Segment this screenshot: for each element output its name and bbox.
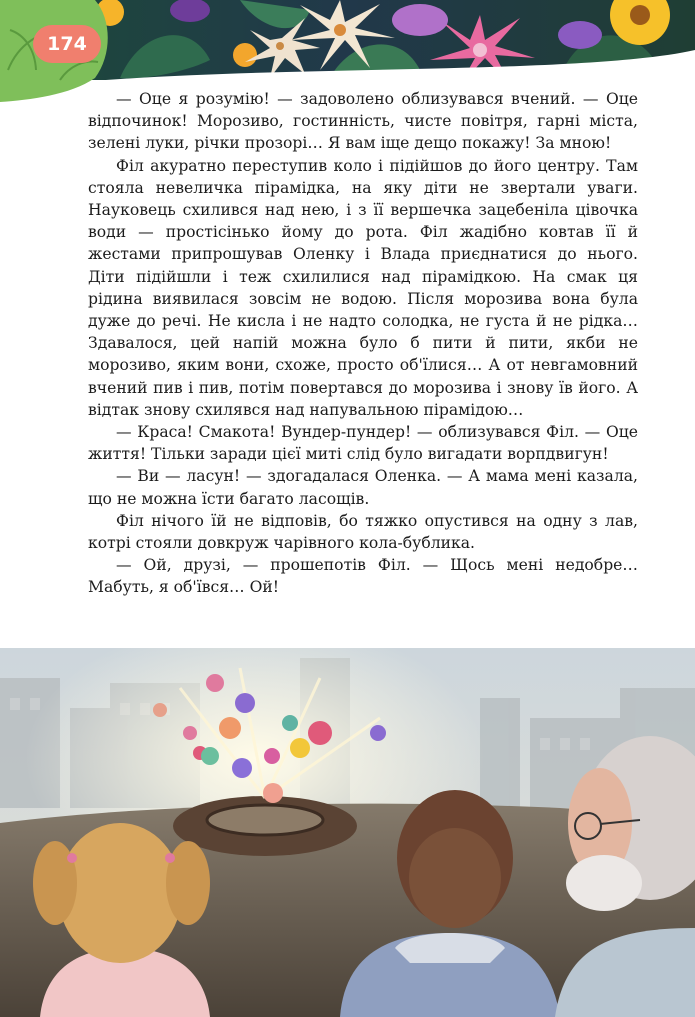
donut-ring	[173, 796, 357, 856]
paragraph: — Оце я розумію! — задоволено облизувався вчений. — Оце відпочинок! Морозиво, гостинність, чисте повітря, гарні міста, зелені луки, річки прозорі… Я вам іще дещо покажу! За мною!	[88, 90, 638, 153]
story-illustration	[0, 648, 695, 1017]
paragraph: Філ акуратно переступив коло і підійшов до його центру. Там стояла невеличка пірамідка, на яку діти не звертали уваги. Науковець схилився над нею, і з її вершечка зацебеніла цівочка води — простісінько йому до рота. Філ жадібно ковтав її й жестами припрошував Оленку і Влада приєднатися до нього. Діти підійшли і теж схилилися над пірамідкою. На смак ця рідина виявилася зовсім не водою. Після морозива вона була дуже до речі. Не кисла і не надто солодка, не густа й не рідка… Здавалося, цей напій можна було б пити й пити, якби не морозиво, яким вони, схоже, просто об'їлися… А от невгамовний вчений пив і пив, потім повертався до морозива і знову їв його. А відтак знову схилявся над напувальною пірамідою…	[88, 156, 638, 419]
page-number: 174	[33, 25, 101, 63]
ice-cream-fountain-scene	[0, 648, 695, 1017]
girl-figure	[33, 823, 210, 1017]
story-text	[88, 88, 638, 599]
paragraph: — Ой, друзі, — прошепотів Філ. — Щось мені недобре… Мабуть, я об'ївся… Ой!	[88, 556, 638, 597]
paragraph: — Краса! Смакота! Вундер-пундер! — облизувався Філ. — Оце життя! Тільки заради цієї миті слід було вигадати ворпдвигун!	[88, 423, 638, 464]
paragraph: Філ нічого їй не відповів, бо тяжко опустився на одну з лав, котрі стояли довкруж чарівного кола-бублика.	[88, 511, 638, 553]
paragraph: — Ви — ласун! — здогадалася Оленка. — А мама мені казала, що не можна їсти багато ласощів.	[88, 467, 638, 508]
